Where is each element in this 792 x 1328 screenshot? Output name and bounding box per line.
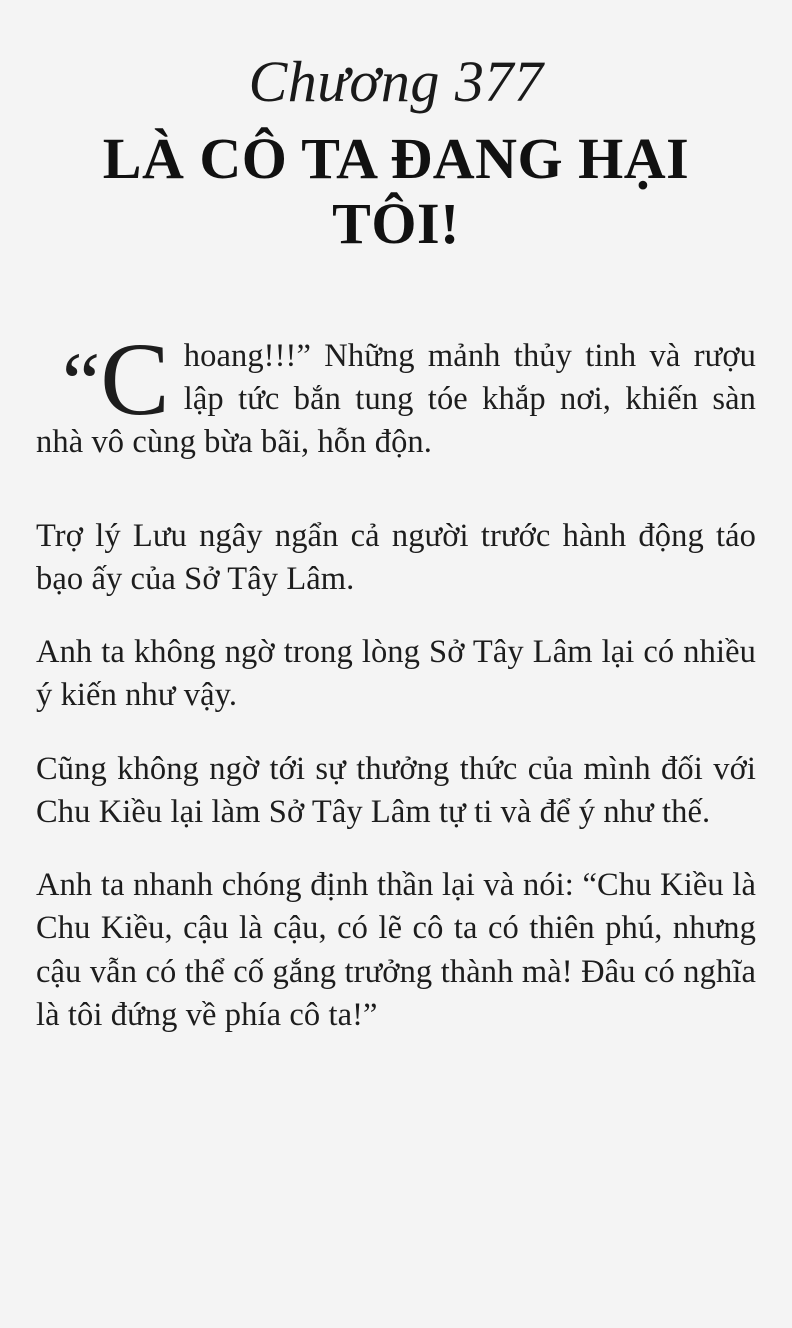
paragraph: Cũng không ngờ tới sự thưởng thức của mình đối với Chu Kiều lại làm Sở Tây Lâm tự ti và để ý như thế. <box>36 750 756 830</box>
first-line-remainder: hoang!!!” <box>183 337 311 374</box>
paragraph: Anh ta nhanh chóng định thần lại và nói: “Chu Kiều là Chu Kiều, cậu là cậu, có lẽ cô ta có thiên phú, nhưng cậu vẫn có thể cố gắng trưởng thành mà! Đâu có nghĩa là tôi đứng về phía cô ta!” <box>36 867 756 1033</box>
chapter-body <box>36 321 756 1037</box>
chapter-number: Chương 377 <box>248 49 544 114</box>
open-quote-mark: “ <box>62 333 101 430</box>
dropcap-letter: C <box>100 321 170 437</box>
paragraph: Anh ta không ngờ trong lòng Sở Tây Lâm lại có nhiều ý kiến như vậy. <box>36 634 756 714</box>
page-title: LÀ CÔ TA ĐANG HẠI TÔI! <box>102 125 690 256</box>
paragraph: Trợ lý Lưu ngây ngẩn cả người trước hành động táo bạo ấy của Sở Tây Lâm. <box>36 517 756 598</box>
paragraph-text: Những mảnh thủy tinh và rượu lập tức bắn tung tóe khắp nơi, khiến sàn nhà vô cùng bừa bãi, hỗn độn. <box>36 337 756 461</box>
paragraph-first <box>36 321 756 485</box>
dropcap-group <box>62 321 170 437</box>
